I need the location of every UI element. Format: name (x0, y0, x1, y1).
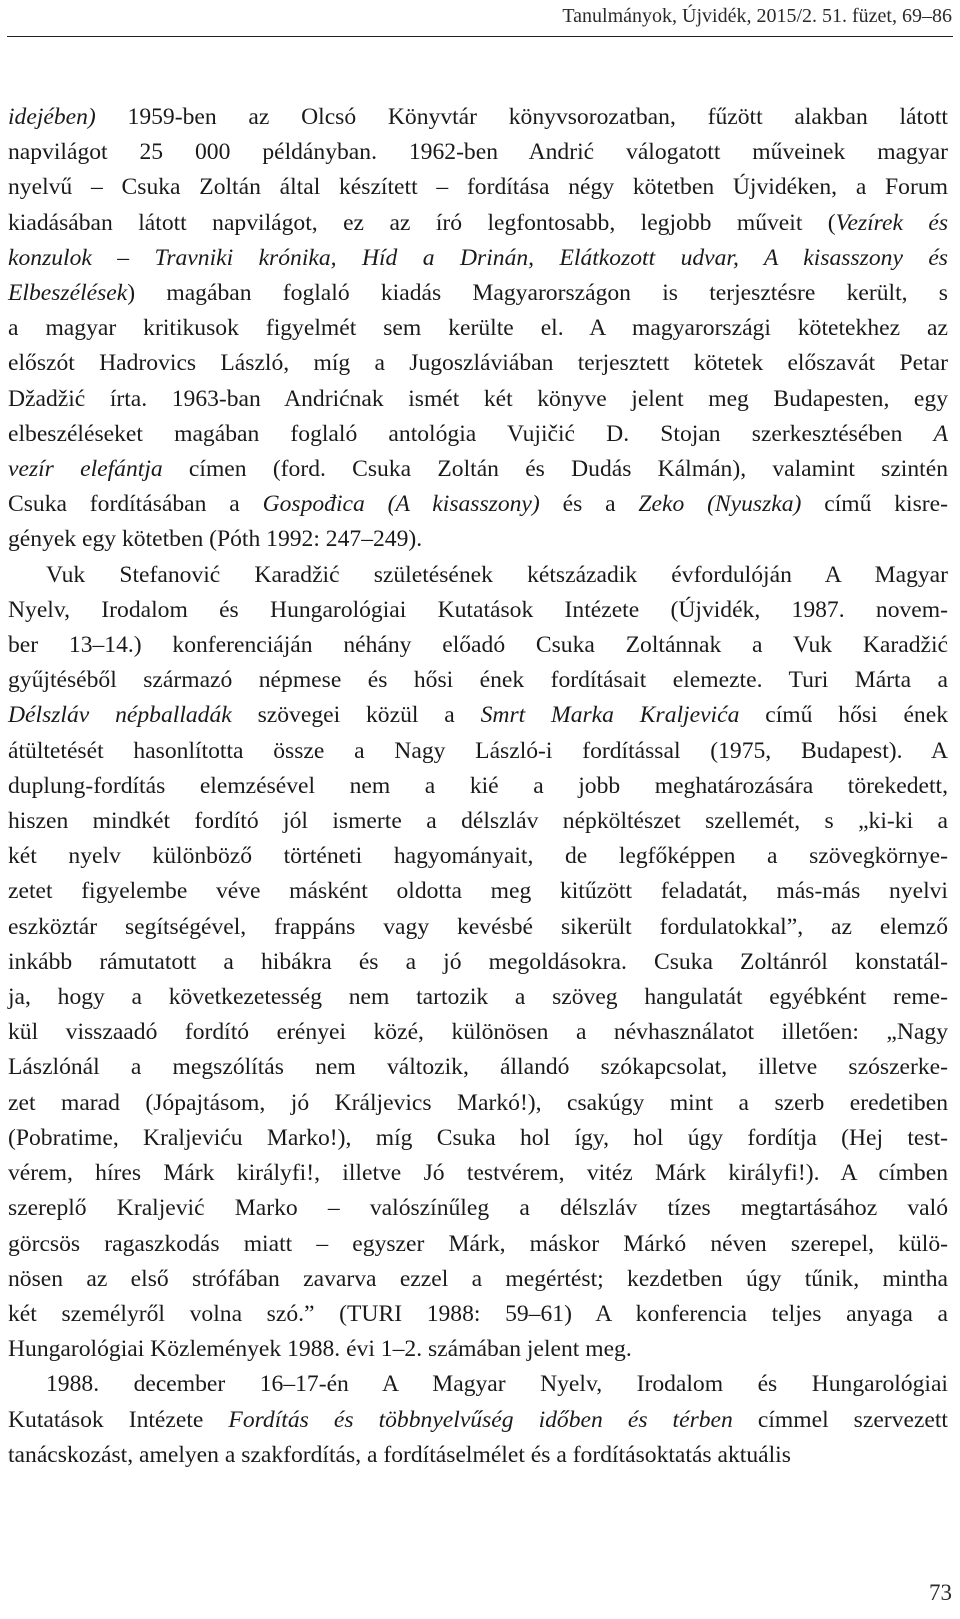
text-line (8, 980, 948, 1015)
text-line (8, 1086, 948, 1121)
text-run: gyűjtéséből származó népmese és hősi ének fordításait elemezte. Turi Márta a (8, 667, 948, 694)
header-rule (7, 36, 953, 37)
text-run: két személyről volna szó.” (TURI 1988: 59–61) A konferencia teljes anyaga a (8, 1300, 948, 1327)
text-line (8, 1227, 948, 1262)
text-line (8, 1297, 948, 1332)
text-run: Csuka fordításában a (8, 491, 263, 518)
text-run: tanácskozást, amelyen a szakfordítás, a fordításelmélet és a fordításoktatás aktuális (8, 1441, 791, 1468)
text-line (8, 276, 948, 311)
text-line (8, 698, 948, 733)
text-line (8, 1332, 948, 1367)
text-run: eszköztár segítségével, frappáns vagy kevésbé sikerült fordulatokkal”, az elemző (8, 913, 948, 940)
italic-run: A (933, 420, 948, 447)
text-line (8, 170, 948, 205)
italic-run: Elbeszélések (8, 280, 128, 307)
italic-run: Zeko (Nyuszka) (638, 491, 802, 518)
text-run: Nyelv, Irodalom és Hungarológiai Kutatások Intézete (Újvidék, 1987. novem- (8, 596, 948, 623)
text-line (8, 346, 948, 381)
text-line (8, 804, 948, 839)
text-line (8, 874, 948, 909)
text-run: Vuk Stefanović Karadžić születésének kétszázadik évfordulóján A Magyar (46, 561, 948, 588)
text-run: napvilágot 25 000 példányban. 1962-ben Andrić válogatott műveinek magyar (8, 139, 948, 166)
text-run: című kisre- (801, 491, 948, 518)
text-run: kül visszaadó fordító erényei közé, különösen a névhasználatot illetően: „Nagy (8, 1019, 948, 1046)
text-run: címmel szervezett (732, 1406, 948, 1433)
text-run: átültetését hasonlította össze a Nagy László-i fordítással (1975, Budapest). A (8, 737, 948, 764)
text-line (8, 769, 948, 804)
text-run: inkább rámutatott a hibákra és a jó megoldásokra. Csuka Zoltánról konstatál- (8, 948, 948, 975)
text-run: kiadásában látott napvilágot, ez az író legfontosabb, legjobb műveit ( (8, 209, 836, 236)
text-run: görcsös ragaszkodás miatt – egyszer Márk, máskor Márkó néven szerepel, külö- (8, 1230, 948, 1257)
text-line (8, 1191, 948, 1226)
text-line (8, 910, 948, 945)
text-run: 1959-ben az Olcsó Könyvtár könyvsorozatban, fűzött alakban látott (95, 104, 948, 130)
text-run: című hősi ének (739, 702, 948, 729)
text-line (8, 839, 948, 874)
text-line (8, 1403, 948, 1438)
text-line (8, 417, 948, 452)
text-run: a magyar kritikusok figyelmét sem kerülte el. A magyarországi kötetekhez az (8, 315, 948, 342)
text-run: szereplő Kraljević Marko – valószínűleg a délszláv tízes megtartásához való (8, 1195, 948, 1222)
italic-run: Smrt Marka Kraljevića (480, 702, 740, 729)
text-run: szövegei közül a (231, 702, 481, 729)
text-run: címen (ford. Csuka Zoltán és Dudás Kálmán), valamint szintén (162, 456, 948, 483)
text-line (8, 1262, 948, 1297)
text-run: zetet figyelembe véve másként oldotta meg kitűzött feladatát, más-más nyelvi (8, 878, 948, 905)
paragraph (8, 100, 948, 558)
text-line (8, 1121, 948, 1156)
italic-run: vezír elefántja (8, 456, 163, 483)
text-run: ) magában foglaló kiadás Magyarországon is terjesztésre került, s (127, 280, 948, 307)
text-run: előszót Hadrovics László, míg a Jugoszláviában terjesztett kötetek előszavát Petar (8, 350, 948, 377)
text-run: két nyelv különböző történeti hagyományait, de legfőképpen a szövegkörnye- (8, 843, 948, 870)
text-line (8, 593, 948, 628)
running-header: Tanulmányok, Újvidék, 2015/2. 51. füzet, 69–86 (562, 5, 952, 27)
text-run: gények egy kötetben (Póth 1992: 247–249). (8, 526, 423, 553)
text-line (8, 663, 948, 698)
text-run: Lászlónál a megszólítás nem változik, állandó szókapcsolat, illetve szószerke- (8, 1054, 948, 1081)
text-line (8, 382, 948, 417)
text-line (8, 628, 948, 663)
text-run: és a (539, 491, 639, 518)
text-line (8, 1015, 948, 1050)
text-run: vérem, híres Márk királyfi!, illetve Jó testvérem, vitéz Márk királyfi!). A címben (8, 1160, 948, 1187)
text-line (8, 1156, 948, 1191)
page-number: 73 (929, 1580, 952, 1605)
text-line (8, 1367, 948, 1402)
italic-run: Délszláv népballadák (8, 702, 232, 729)
text-line (8, 558, 948, 593)
text-run: nyelvű – Csuka Zoltán által készített – fordítása négy kötetben Újvidéken, a Forum (8, 174, 948, 201)
text-line (8, 522, 948, 557)
text-line (8, 311, 948, 346)
text-run: (Pobratime, Kraljeviću Marko!), míg Csuka hol így, hol úgy fordítja (Hej test- (8, 1124, 948, 1151)
italic-run: idejében) (8, 104, 96, 130)
text-run: duplung-fordítás elemzésével nem a kié a jobb meghatározására törekedett, (8, 772, 948, 799)
text-line (8, 487, 948, 522)
text-run: zet marad (Jópajtásom, jó Králjevics Markó!), csakúgy mint a szerb eredetiben (8, 1089, 948, 1116)
text-run: Hungarológiai Közlemények 1988. évi 1–2. számában jelent meg. (8, 1336, 632, 1363)
italic-run: Fordítás és többnyelvűség időben és térben (228, 1406, 733, 1433)
text-line (8, 1050, 948, 1085)
italic-run: konzulok – Travniki krónika, Híd a Drinán, Elátkozott udvar, A kisasszony és (8, 244, 948, 271)
text-line (8, 135, 948, 170)
text-line (8, 206, 948, 241)
text-run: 1988. december 16–17-én A Magyar Nyelv, Irodalom és Hungarológiai (46, 1371, 948, 1398)
text-line (8, 734, 948, 769)
italic-run: Gospođica (A kisasszony) (262, 491, 540, 518)
text-run: nösen az első strófában zavarva ezzel a megértést; kezdetben úgy tűnik, mintha (8, 1265, 948, 1292)
text-line (8, 241, 948, 276)
italic-run: Vezírek és (835, 209, 949, 236)
text-run: hiszen mindkét fordító jól ismerte a délszláv népköltészet szellemét, s „ki-ki a (8, 808, 948, 835)
text-run: Džadžić írta. 1963-ban Andrićnak ismét két könyve jelent meg Budapesten, egy (8, 385, 948, 412)
text-run: elbeszéléseket magában foglaló antológia Vujičić D. Stojan szerkesztésében (8, 420, 934, 447)
body-text (8, 100, 948, 1473)
paragraph (8, 1367, 948, 1473)
text-run: ber 13–14.) konferenciáján néhány előadó Csuka Zoltánnak a Vuk Karadžić (8, 632, 948, 659)
text-line (8, 945, 948, 980)
text-line (8, 1438, 948, 1473)
text-run: Kutatások Intézete (8, 1406, 229, 1433)
text-line (8, 452, 948, 487)
text-line (8, 100, 948, 135)
text-run: ja, hogy a következetesség nem tartozik a szöveg hangulatát egyébként reme- (8, 984, 948, 1011)
paragraph (8, 558, 948, 1368)
